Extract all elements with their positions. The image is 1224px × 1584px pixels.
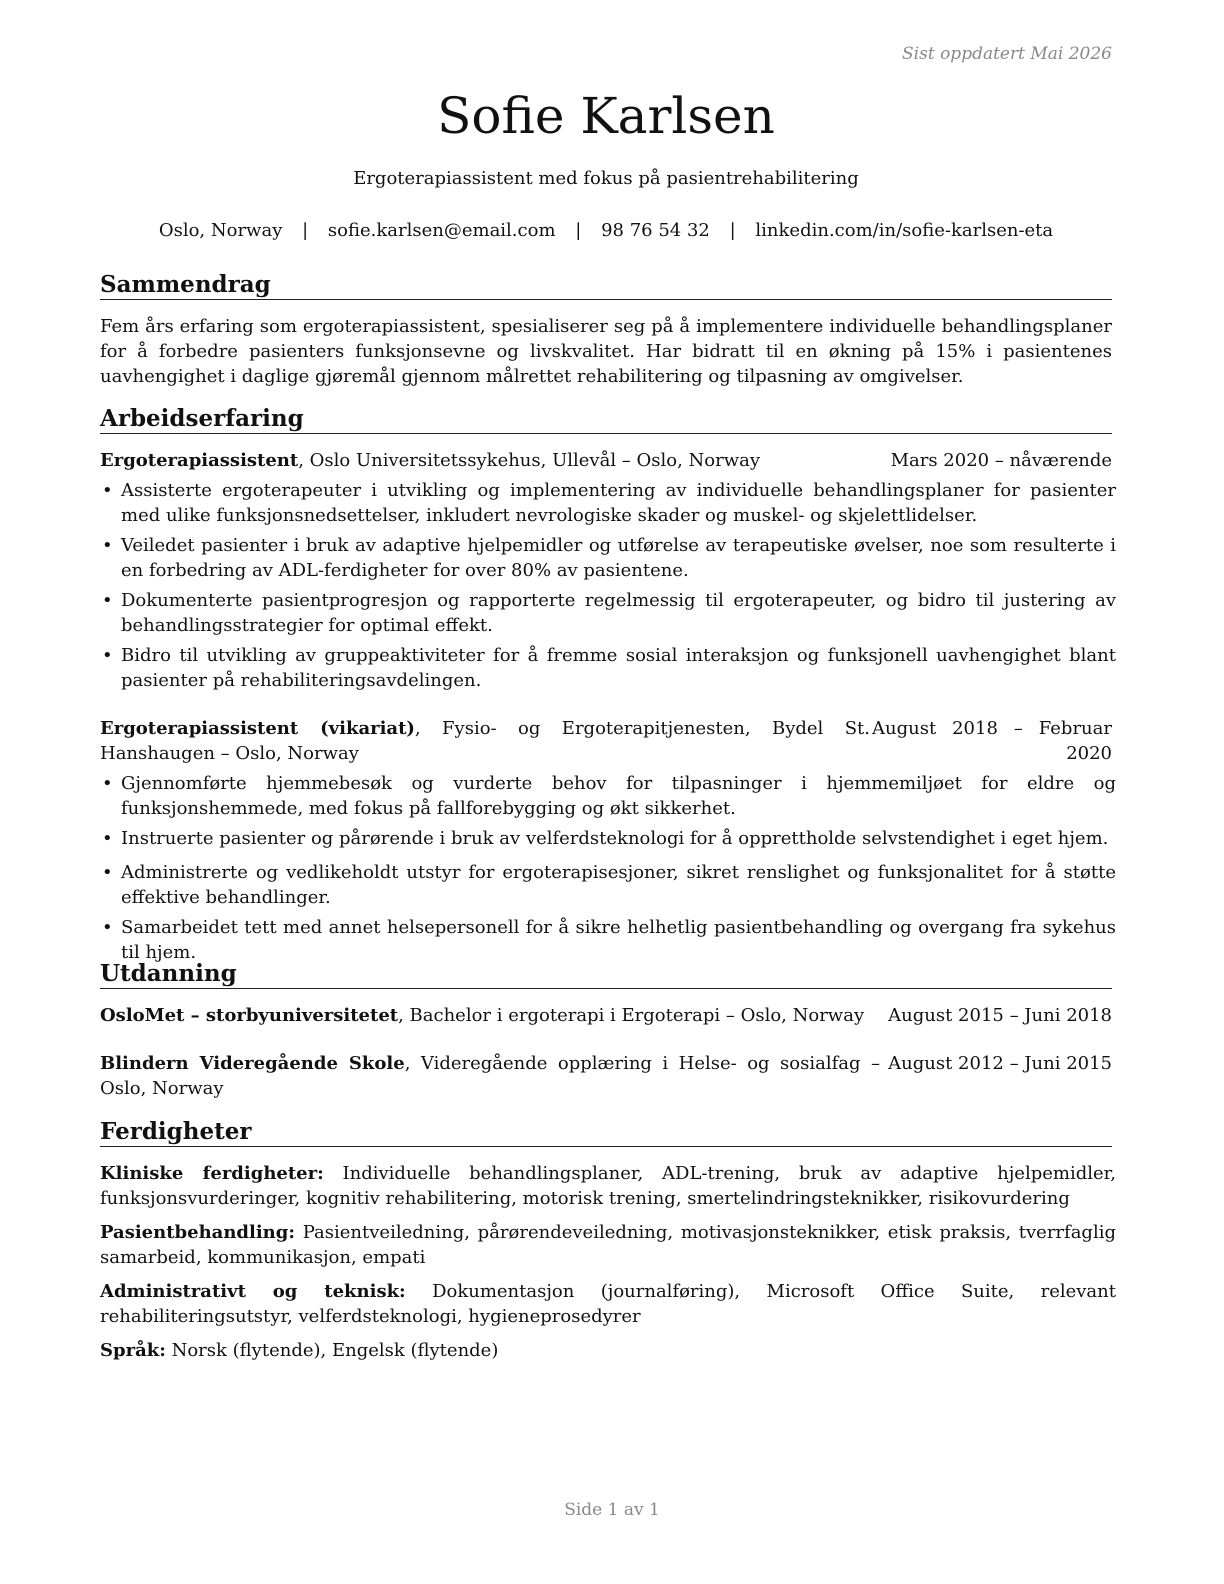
section-title-experience: Arbeidserfaring [100, 405, 1112, 434]
job-dates-line2: 2020 [1066, 743, 1112, 764]
contact-separator: | [729, 220, 736, 241]
skill-text: Individuelle behandlingsplaner, ADL-trening, bruk av adaptive hjelpemidler, funksjonsvurderinger, kognitiv rehabilitering, motorisk trening, smertelindringsteknikker, risikovurdering [100, 1163, 1116, 1209]
tagline: Ergoterapiassistent med fokus på pasientrehabilitering [353, 168, 859, 189]
skill-text: Dokumentasjon (journalføring), Microsoft Office Suite, relevant rehabiliteringsutstyr, velferdsteknologi, hygieneprosedyrer [100, 1281, 1116, 1327]
list-item: • Samarbeidet tett med annet helsepersonell for å sikre helhetlig pasientbehandling og overgang fra sykehus til hjem. [100, 915, 1116, 965]
list-item: • Bidro til utvikling av gruppeaktiviteter for å fremme sosial interaksjon og funksjonell uavhengighet blant pasienter på rehabiliteringsavdelingen. [100, 643, 1116, 693]
skill-row [100, 1161, 1116, 1211]
job-role: Ergoterapiassistent [100, 450, 299, 471]
job-bullets [100, 771, 1116, 970]
list-item: • Dokumenterte pasientprogresjon og rapporterte regelmessig til ergoterapeuter, og bidro til justering av behandlingsstrategier for optimal effekt. [100, 588, 1116, 638]
education-title-line [100, 1051, 880, 1101]
page-number: Side 1 av 1 [564, 1500, 660, 1520]
job-bullets [100, 478, 1116, 698]
job-dates: Mars 2020 – nåværende [890, 450, 1112, 471]
section-title-skills: Ferdigheter [100, 1118, 1112, 1147]
contact-separator: | [302, 220, 309, 241]
last-updated: Sist oppdatert Mai 2026 [902, 44, 1112, 64]
section-title-summary: Sammendrag [100, 271, 1112, 300]
education-title-line [100, 1003, 864, 1028]
contact-location: Oslo, Norway [158, 220, 283, 241]
skill-text: Norsk (flytende), Engelsk (flytende) [165, 1340, 499, 1361]
job-dates-line1: August 2018 – Februar [872, 718, 1112, 739]
skill-text: Pasientveiledning, pårørendeveiledning, motivasjonsteknikker, etisk praksis, tverrfaglig samarbeid, kommunikasjon, empati [100, 1222, 1116, 1268]
job-header [100, 716, 1112, 766]
job-dates [872, 716, 1112, 766]
contact-email[interactable]: sofie.karlsen@email.com [327, 220, 556, 241]
contact-separator: | [575, 220, 582, 241]
education-detail: , Bachelor i ergoterapi i Ergoterapi – Oslo, Norway [398, 1005, 865, 1026]
contact-line [100, 219, 1112, 243]
job-header [100, 448, 1112, 473]
section-title-education: Utdanning [100, 960, 1112, 989]
job-title-line [100, 448, 760, 473]
education-detail: , Videregående opplæring i Helse- og sosialfag – Oslo, Norway [100, 1053, 880, 1099]
skill-row [100, 1279, 1116, 1329]
summary-text: Fem års erfaring som ergoterapiassistent, spesialiserer seg på å implementere individuelle behandlingsplaner for å forbedre pasienters funksjonsevne og livskvalitet. Har bidratt til en økning på 15% i pasientenes uavhengighet i daglige gjøremål gjennom målrettet rehabilitering og tilpasning av omgivelser. [100, 316, 1112, 387]
skill-label: Kliniske ferdigheter: [100, 1163, 324, 1184]
job-place: , Fysio- og Ergoterapitjenesten, Bydel St. Hanshaugen – Oslo, Norway [100, 718, 870, 764]
education-school: OsloMet – storbyuniversitetet [100, 1005, 399, 1026]
list-item: • Instruerte pasienter og pårørende i bruk av velferdsteknologi for å opprettholde selvstendighet i eget hjem. [100, 826, 1116, 851]
contact-linkedin[interactable]: linkedin.com/in/sofie-karlsen-eta [755, 220, 1054, 241]
education-item [100, 1003, 1112, 1028]
list-item: • Veiledet pasienter i bruk av adaptive hjelpemidler og utførelse av terapeutiske øvelser, noe som resulterte i en forbedring av ADL-ferdigheter for over 80% av pasientene. [100, 533, 1116, 583]
job-role: Ergoterapiassistent (vikariat) [100, 718, 415, 739]
job-place: , Oslo Universitetssykehus, Ullevål – Oslo, Norway [298, 450, 761, 471]
education-school: Blindern Videregående Skole [100, 1053, 405, 1074]
education-item [100, 1051, 1112, 1101]
skill-row [100, 1220, 1116, 1270]
skill-label: Administrativt og teknisk: [100, 1281, 406, 1302]
skill-label: Språk: [100, 1340, 166, 1361]
contact-phone: 98 76 54 32 [601, 220, 710, 241]
education-dates: August 2015 – Juni 2018 [888, 1005, 1112, 1026]
candidate-name: Sofie Karlsen [437, 87, 775, 145]
education-dates: August 2012 – Juni 2015 [888, 1053, 1112, 1074]
list-item: • Administrerte og vedlikeholdt utstyr for ergoterapisesjoner, sikret renslighet og funksjonalitet for å støtte effektive behandlinger. [100, 860, 1116, 910]
job-title-line [100, 716, 870, 766]
list-item: • Assisterte ergoterapeuter i utvikling og implementering av individuelle behandlingsplaner for pasienter med ulike funksjonsnedsettelser, inkludert nevrologiske skader og muskel- og skjelettlidelser. [100, 478, 1116, 528]
skill-row [100, 1338, 1116, 1363]
list-item: • Gjennomførte hjemmebesøk og vurderte behov for tilpasninger i hjemmemiljøet for eldre og funksjonshemmede, med fokus på fallforebygging og økt sikkerhet. [100, 771, 1116, 821]
skill-label: Pasientbehandling: [100, 1222, 295, 1243]
